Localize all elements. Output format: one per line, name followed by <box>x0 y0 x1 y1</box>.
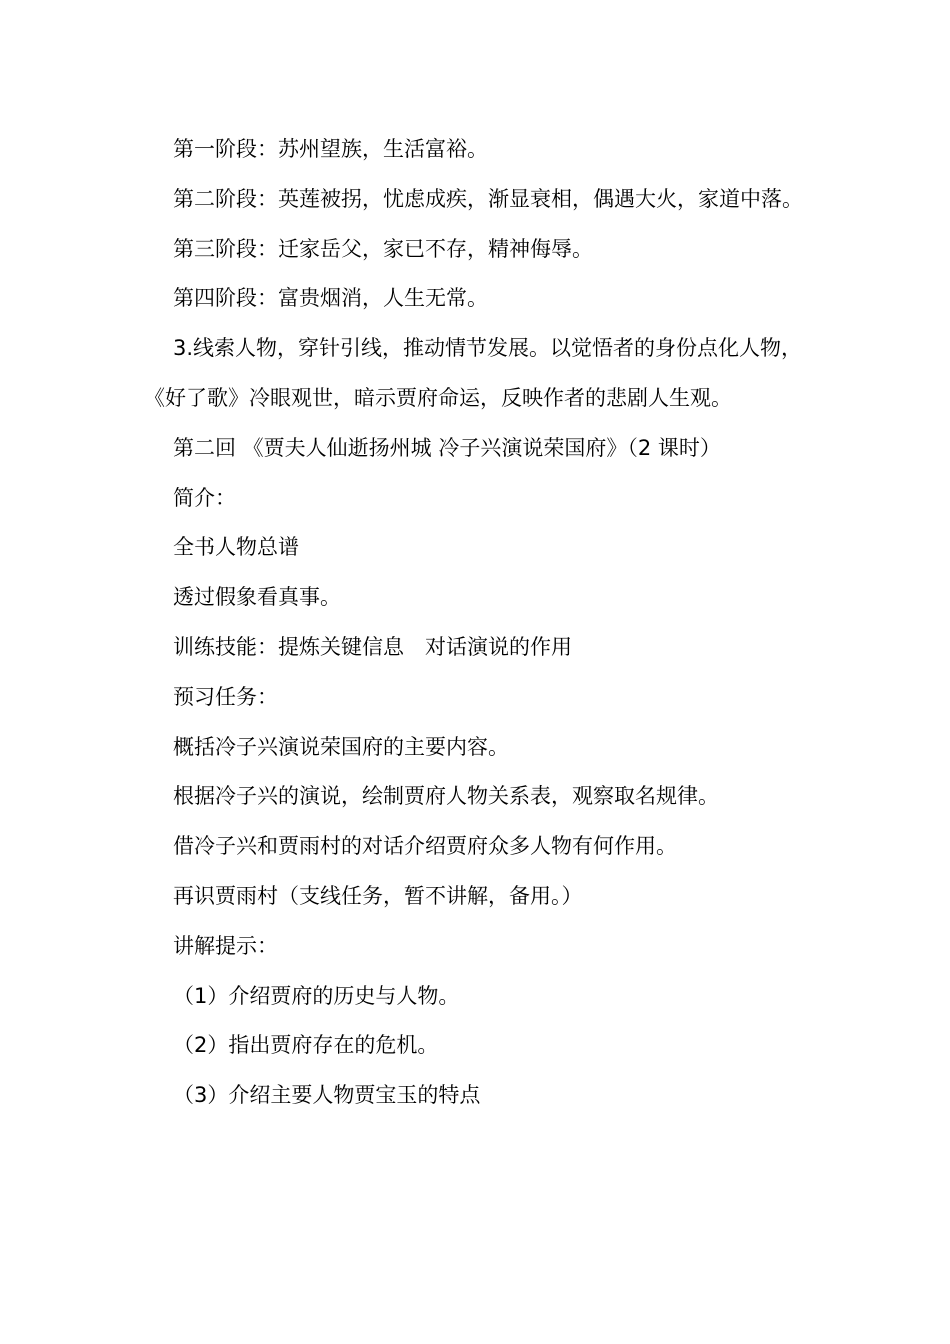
preview-task-3: 借冷子兴和贾雨村的对话介绍贾府众多人物有何作用。 <box>173 834 677 859</box>
paragraph-stage-2: 第二阶段：英莲被拐，忧虑成疾，渐显衰相，偶遇大火，家道中落。 <box>173 186 803 211</box>
document-body <box>144 125 808 1121</box>
paragraph-stage-1: 第一阶段：苏州望族，生活富裕。 <box>173 137 488 161</box>
intro-line-1: 全书人物总谱 <box>173 535 299 560</box>
paragraph-stage-4: 第四阶段：富贵烟消，人生无常。 <box>173 286 488 311</box>
paragraph-stage-3: 第三阶段：迁家岳父，家已不存，精神侮辱。 <box>173 236 593 261</box>
preview-task-1: 概括冷子兴演说荣国府的主要内容。 <box>173 734 509 759</box>
teaching-tip-1: （1）介绍贾府的历史与人物。 <box>173 983 460 1008</box>
skills-line: 训练技能：提炼关键信息 对话演说的作用 <box>173 634 572 659</box>
intro-line-2: 透过假象看真事。 <box>173 585 341 610</box>
intro-label: 简介： <box>173 485 236 510</box>
paragraph-clue-character: 3.线索人物，穿针引线，推动情节发展。以觉悟者的身份点化人物，《好了歌》冷眼观世，暗示贾府命运，反映作者的悲剧人生观。 <box>144 336 803 410</box>
teaching-tips-label: 讲解提示： <box>173 933 278 958</box>
chapter-heading: 第二回 《贾夫人仙逝扬州城 冷子兴演说荣国府》（2 课时） <box>173 435 721 460</box>
teaching-tip-2: （2）指出贾府存在的危机。 <box>173 1033 439 1058</box>
preview-task-4: 再识贾雨村（支线任务，暂不讲解，备用。） <box>173 883 583 908</box>
teaching-tip-3: （3）介绍主要人物贾宝玉的特点 <box>173 1083 481 1108</box>
preview-tasks-label: 预习任务： <box>173 684 278 709</box>
preview-task-2: 根据冷子兴的演说，绘制贾府人物关系表，观察取名规律。 <box>173 784 719 809</box>
